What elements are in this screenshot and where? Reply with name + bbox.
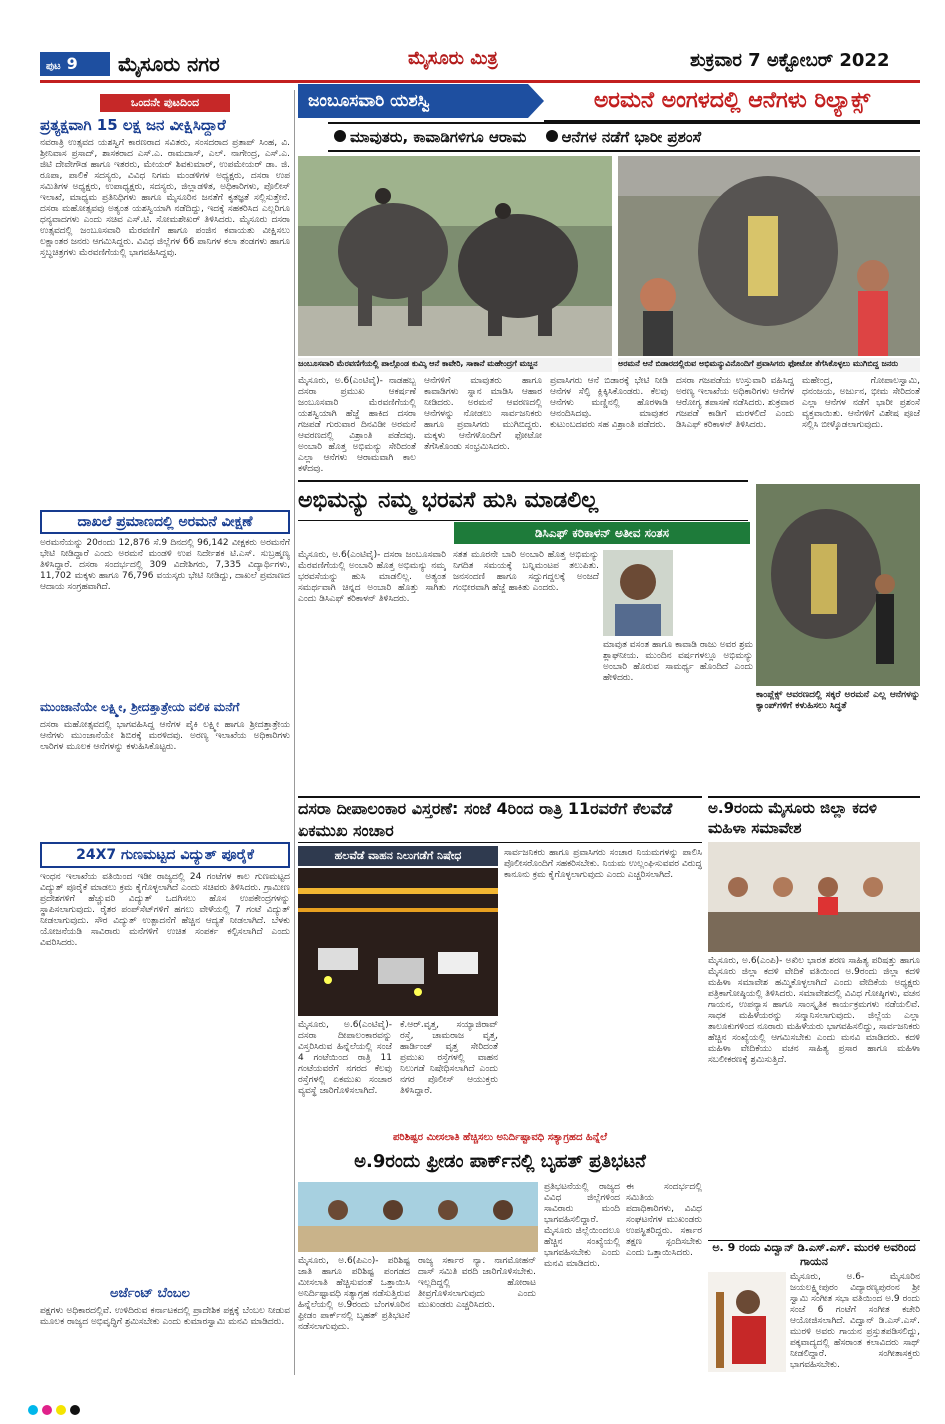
registration-mark-black: [70, 1405, 80, 1415]
top-story-col-4: ದಸರಾ ಗಜಪಡೆಯ ಉಸ್ತುವಾರಿ ವಹಿಸಿದ್ದ ಅರಣ್ಯ ಇಲಾಖೆಯ ಅಧಿಕಾರಿಗಳು ಆನೆಗಳ ಆರೋಗ್ಯ ತಪಾಸಣೆ ನಡೆಸಿದರು. ಶುಕ್ರವಾರ ಗಜಪಡೆ ಕಾಡಿಗೆ ಮರಳಲಿದೆ ಎಂದು ಡಿಸಿಎಫ್ ಕರಿಕಾಳನ್ ತಿಳಿಸಿದರು.: [676, 376, 794, 430]
elephant-bath-photo: [298, 156, 612, 356]
top-headline: ಅರಮನೆ ಅಂಗಳದಲ್ಲಿ ಆನೆಗಳು ರಿಲ್ಯಾಕ್ಸ್: [544, 82, 920, 122]
masthead: [0, 0, 945, 86]
top-story: [298, 82, 920, 477]
sub-headline-2: ಆನೆಗಳ ನಡೆಗೆ ಭಾರೀ ಪ್ರಶಂಸೆ: [561, 128, 702, 146]
abhimanyu-story: [298, 480, 920, 792]
article1-heading: ಪ್ರತ್ಯಕ್ಷವಾಗಿ 15 ಲಕ್ಷ ಜನ ವೀಕ್ಷಿಸಿದ್ದಾರೆ: [40, 116, 226, 134]
abhimanyu-headline: ಅಭಿಮನ್ಯು ನಮ್ಮ ಭರವಸೆ ಹುಸಿ ಮಾಡಲಿಲ್ಲ: [298, 480, 748, 521]
article4-heading: 24X7 ಗುಣಮಟ್ಟದ ವಿದ್ಯುತ್ ಪೂರೈಕೆ: [76, 847, 254, 863]
bullet-icon: [334, 130, 346, 142]
caption-right: ಅರಮನೆ ಆನೆ ಬಿಡಾರದಲ್ಲಿರುವ ಅಭಿಮನ್ಯುವಿನೊಂದಿಗೆ ಪ್ರವಾಸಿಗರು ಫೋಟೋ ತೆಗೆಸಿಕೊಳ್ಳಲು ಮುಗಿಬಿದ್ದ ಜನರು: [618, 358, 920, 372]
article5-heading: ಅರ್ಜೆಂಟ್ ಬೆಂಬಲ: [110, 1286, 190, 1301]
freedom-park-story: [298, 1130, 702, 1376]
traffic-night-illustration: [298, 868, 498, 1016]
article4-body: ಇಂಧನ ಇಲಾಖೆಯ ವತಿಯಿಂದ ಇಡೀ ರಾಜ್ಯದಲ್ಲಿ 24 ಗಂಟೆಗಳ ಕಾಲ ಗುಣಮಟ್ಟದ ವಿದ್ಯುತ್ ಪೂರೈಕೆ ಮಾಡಲು ಕ್ರಮ ಕೈಗೊಳ್ಳಲಾಗಿದೆ ಎಂದು ಸಚಿವರು ತಿಳಿಸಿದರು. ಗ್ರಾಮೀಣ ಪ್ರದೇಶಗಳಿಗೆ ಹೆಚ್ಚುವರಿ ವಿದ್ಯುತ್ ಒದಗಿಸಲು ಹೊಸ ಉಪಕೇಂದ್ರಗಳನ್ನು ಸ್ಥಾಪಿಸಲಾಗುವುದು. ರೈತರ ಪಂಪ್‌ಸೆಟ್‌ಗಳಿಗೆ ಹಗಲು ವೇಳೆಯಲ್ಲಿ 7 ಗಂಟೆ ವಿದ್ಯುತ್ ನೀಡಲಾಗುವುದು. ಸೌರ ವಿದ್ಯುತ್ ಉತ್ಪಾದನೆಗೆ ಹೆಚ್ಚಿನ ಆದ್ಯತೆ ನೀಡಲಾಗಿದೆ. ಬೆಳಕು ಯೋಜನೆಯಡಿ ಸಾವಿರಾರು ಮನೆಗಳಿಗೆ ಉಚಿತ ಸಂಪರ್ಕ ಕಲ್ಪಿಸಲಾಗಿದೆ ಎಂದು ವಿವರಿಸಿದರು.: [40, 872, 290, 948]
left-column: [40, 90, 290, 1375]
women-meet-photo: [708, 842, 920, 952]
freedom-col-2: ರಾಜ್ಯ ಸರ್ಕಾರ ನ್ಯಾ. ನಾಗಮೋಹನ್ ದಾಸ್ ಸಮಿತಿ ವರದಿ ಜಾರಿಗೊಳಿಸಬೇಕು. ಇಲ್ಲದಿದ್ದಲ್ಲಿ ಹೋರಾಟ ತೀವ್ರಗೊಳಿಸಲಾಗುವುದು ಎಂದು ಮುಖಂಡರು ಎಚ್ಚರಿಸಿದರು.: [418, 1256, 536, 1310]
dasara-col-3: ಸಾರ್ವಜನಿಕರು ಹಾಗೂ ಪ್ರವಾಸಿಗರು ಸಂಚಾರ ನಿಯಮಗಳನ್ನು ಪಾಲಿಸಿ ಪೊಲೀಸರೊಂದಿಗೆ ಸಹಕರಿಸಬೇಕು. ನಿಯಮ ಉಲ್ಲಂಘಿಸುವವರ ವಿರುದ್ಧ ಕಾನೂನು ಕ್ರಮ ಕೈಗೊಳ್ಳಲಾಗುವುದು ಎಂದು ಎಚ್ಚರಿಸಲಾಗಿದೆ.: [504, 848, 702, 880]
article3-body: ದಸರಾ ಮಹೋತ್ಸವದಲ್ಲಿ ಭಾಗವಹಿಸಿದ್ದ ಆನೆಗಳ ಪೈಕಿ ಲಕ್ಷ್ಮೀ ಹಾಗೂ ಶ್ರೀದತ್ತಾತ್ರೇಯ ಆನೆಗಳು ಮುಂಜಾನೆಯೇ ಶಿಬಿರಕ್ಕೆ ಮರಳಿದವು. ಅರಣ್ಯ ಇಲಾಖೆಯ ಅಧಿಕಾರಿಗಳು ಲಾರಿಗಳ ಮೂಲಕ ಆನೆಗಳನ್ನು ಕಳುಹಿಸಿಕೊಟ್ಟರು.: [40, 720, 290, 752]
top-story-col-1: ಮೈಸೂರು, ಅ.6(ಎಂಟಿವೈ)- ನಾಡಹಬ್ಬ ದಸರಾ ಪ್ರಮುಖ ಆಕರ್ಷಣೆ ಜಂಬೂಸವಾರಿ ಮೆರವಣಿಗೆಯಲ್ಲಿ ಯಶಸ್ವಿಯಾಗಿ ಹೆಜ್ಜೆ ಹಾಕಿದ ದಸರಾ ಗಜಪಡೆ ಗುರುವಾರ ದಿನವಿಡೀ ಅರಮನೆ ಆವರಣದಲ್ಲಿ ವಿಶ್ರಾಂತಿ ಪಡೆದವು. ಅಂಬಾರಿ ಹೊತ್ತ ಅಭಿಮನ್ಯು ಸೇರಿದಂತೆ ಎಲ್ಲಾ ಆನೆಗಳು ಆರಾಮವಾಗಿ ಕಾಲ ಕಳೆದವು.: [298, 376, 416, 474]
article2-body: ಅರಮನೆಯನ್ನು 20ರಂದು 12,876 ಸೆ.9 ದಿನದಲ್ಲಿ 96,142 ವೀಕ್ಷಕರು ಅರಮನೆಗೆ ಭೇಟಿ ನೀಡಿದ್ದಾರೆ ಎಂದು ಅರಮನೆ ಮಂಡಳಿ ಉಪ ನಿರ್ದೇಶಕ ಟಿ.ಎಸ್. ಸುಬ್ರಹ್ಮಣ್ಯ ತಿಳಿಸಿದ್ದಾರೆ. ದಸರಾ ಸಂದರ್ಭದಲ್ಲಿ 309 ವಿದೇಶಿಗರು, 7,335 ವಿದ್ಯಾರ್ಥಿಗಳು, 11,702 ಮಕ್ಕಳು ಹಾಗೂ 76,796 ವಯಸ್ಕರು ಭೇಟಿ ನೀಡಿದ್ದು, ದಾಖಲೆ ಪ್ರಮಾಣದ ಆದಾಯ ಸಂಗ್ರಹವಾಗಿದೆ.: [40, 538, 290, 592]
women-body: ಮೈಸೂರು, ಅ.6(ಎಂಪಿ)- ಅಖಿಲ ಭಾರತ ಶರಣ ಸಾಹಿತ್ಯ ಪರಿಷತ್ತು ಹಾಗೂ ಮೈಸೂರು ಜಿಲ್ಲಾ ಕದಳಿ ವೇದಿಕೆ ವತಿಯಿಂದ ಅ.9ರಂದು ಜಿಲ್ಲಾ ಕದಳಿ ಮಹಿಳಾ ಸಮಾವೇಶ ಹಮ್ಮಿಕೊಳ್ಳಲಾಗಿದೆ ಎಂದು ವೇದಿಕೆಯ ಅಧ್ಯಕ್ಷರು ಪತ್ರಿಕಾಗೋಷ್ಠಿಯಲ್ಲಿ ತಿಳಿಸಿದರು. ಸಮಾವೇಶದಲ್ಲಿ ವಿವಿಧ ಗೋಷ್ಠಿಗಳು, ವಚನ ಗಾಯನ, ಉಪನ್ಯಾಸ ಹಾಗೂ ಸಾಂಸ್ಕೃತಿಕ ಕಾರ್ಯಕ್ರಮಗಳು ನಡೆಯಲಿವೆ. ಸಾಧಕ ಮಹಿಳೆಯರನ್ನು ಸನ್ಮಾನಿಸಲಾಗುವುದು. ಜಿಲ್ಲೆಯ ಎಲ್ಲಾ ತಾಲೂಕುಗಳಿಂದ ನೂರಾರು ಮಹಿಳೆಯರು ಭಾಗವಹಿಸಲಿದ್ದು, ಸಾರ್ವಜನಿಕರು ಹೆಚ್ಚಿನ ಸಂಖ್ಯೆಯಲ್ಲಿ ಆಗಮಿಸಬೇಕು ಎಂದು ಮನವಿ ಮಾಡಿದರು. ಕದಳಿ ಮಹಿಳಾ ವೇದಿಕೆಯು ವಚನ ಸಾಹಿತ್ಯ ಪ್ರಸಾರ ಹಾಗೂ ಮಹಿಳಾ ಸಬಲೀಕರಣಕ್ಕೆ ಶ್ರಮಿಸುತ್ತಿದೆ.: [708, 956, 920, 1065]
elephant-bath-illustration: [298, 156, 612, 356]
kicker-text: ಜಂಬೂಸವಾರಿ ಯಶಸ್ವಿ: [308, 91, 430, 111]
tourists-elephant-illustration: [618, 156, 920, 356]
sub-headline-1: ಮಾವುತರು, ಕಾವಾಡಿಗಳಿಗೂ ಆರಾಮ: [350, 128, 527, 146]
abhimanyu-col-3: ಮಾವುತ ವಸಂತ ಹಾಗೂ ಕಾವಾಡಿ ರಾಜು ಅವರ ಶ್ರಮ ಶ್ಲಾಘನೀಯ. ಮುಂದಿನ ವರ್ಷಗಳಲ್ಲೂ ಅಭಿಮನ್ಯು ಅಂಬಾರಿ ಹೊರುವ ಸಾಮರ್ಥ್ಯ ಹೊಂದಿದೆ ಎಂದು ಹೇಳಿದರು.: [603, 640, 753, 683]
freedom-col-4: ಈ ಸಂದರ್ಭದಲ್ಲಿ ಸಮಿತಿಯ ಪದಾಧಿಕಾರಿಗಳು, ವಿವಿಧ ಸಂಘಟನೆಗಳ ಮುಖಂಡರು ಉಪಸ್ಥಿತರಿದ್ದರು. ಸರ್ಕಾರ ತಕ್ಷಣ ಸ್ಪಂದಿಸಬೇಕು ಎಂದು ಒತ್ತಾಯಿಸಿದರು.: [626, 1182, 702, 1258]
article5-body: ಪಕ್ಷಗಳು ಅಧಿಕಾರದಲ್ಲಿವೆ. ಉಳಿದಿರುವ ಕರ್ನಾಟಕದಲ್ಲಿ ಪ್ರಾದೇಶಿಕ ಪಕ್ಷಕ್ಕೆ ಬೆಂಬಲ ನೀಡುವ ಮೂಲಕ ರಾಜ್ಯದ ಅಭಿವೃದ್ಧಿಗೆ ಶ್ರಮಿಸಬೇಕು ಎಂದು ಕುಮಾರಸ್ವಾಮಿ ಮನವಿ ಮಾಡಿದರು.: [40, 1306, 290, 1327]
top-story-col-3: ಪ್ರವಾಸಿಗರು ಆನೆ ಬಿಡಾರಕ್ಕೆ ಭೇಟಿ ನೀಡಿ ಆನೆಗಳ ಸೆಲ್ಫಿ ಕ್ಲಿಕ್ಕಿಸಿಕೊಂಡರು. ಕೆಲವು ಆನೆಗಳು ಮಣ್ಣಿನಲ್ಲಿ ಹೊರಳಾಡಿ ಆನಂದಿಸಿದವು. ಮಾವುತರ ಕುಟುಂಬದವರು ಸಹ ವಿಶ್ರಾಂತಿ ಪಡೆದರು.: [550, 376, 668, 430]
registration-mark-yellow: [56, 1405, 66, 1415]
bullet-icon: [546, 130, 558, 142]
portrait-illustration: [603, 550, 673, 636]
musician-illustration: [708, 1272, 786, 1372]
sub-headline-bar: [328, 122, 920, 152]
article2-heading-box: [40, 510, 290, 534]
dasara-sub-bar: [298, 846, 498, 866]
women-conference-story: [708, 796, 920, 1236]
tourists-elephant-photo: [618, 156, 920, 356]
issue-date: ಶುಕ್ರವಾರ 7 ಅಕ್ಟೋಬರ್ 2022: [690, 50, 890, 71]
freedom-col-1: ಮೈಸೂರು, ಅ.6(ಪಿಎಂ)- ಪರಿಶಿಷ್ಟ ಜಾತಿ ಹಾಗೂ ಪರಿಶಿಷ್ಟ ಪಂಗಡದ ಮೀಸಲಾತಿ ಹೆಚ್ಚಿಸುವಂತೆ ಒತ್ತಾಯಿಸಿ ಅನಿರ್ದಿಷ್ಟಾವಧಿ ಸತ್ಯಾಗ್ರಹ ನಡೆಸುತ್ತಿರುವ ಹಿನ್ನೆಲೆಯಲ್ಲಿ ಅ.9ರಂದು ಬೆಂಗಳೂರಿನ ಫ್ರೀಡಂ ಪಾರ್ಕ್‌ನಲ್ಲಿ ಬೃಹತ್ ಪ್ರತಿಭಟನೆ ನಡೆಸಲಾಗುವುದು.: [298, 1256, 410, 1332]
abhimanyu-side-caption: ಕಾಂಪ್ಲೆಕ್ಸ್ ಆವರಣದಲ್ಲಿ ಸಕ್ಕರೆ ಅರಮನೆ ಎಲ್ಲ ಆನೆಗಳನ್ನು ಕ್ಯಾಂಪ್‌ಗಳಿಗೆ ಕಳುಹಿಸಲು ಸಿದ್ಧತೆ: [756, 690, 920, 711]
top-story-kicker: [298, 84, 528, 118]
article1-body: ನವರಾತ್ರಿ ಉತ್ಸವದ ಯಶಸ್ವಿಗೆ ಕಾರಣರಾದ ಸವಿತರು, ಸಂಸದರಾದ ಪ್ರತಾಪ್ ಸಿಂಹ, ವಿ. ಶ್ರೀನಿವಾಸ ಪ್ರಸಾದ್, ಶಾಸಕರಾದ ಎಸ್.ಎ. ರಾಮದಾಸ್, ಎಲ್. ನಾಗೇಂದ್ರ, ಎಸ್.ಎ. ಜಿಟಿ ದೇವೇಗೌಡ ಹಾಗೂ ಇತರರು, ಮೇಯರ್ ಶಿವಕುಮಾರ್, ಉಪಮೇಯರ್ ಡಾ. ಜಿ. ರೂಪಾ, ಪಾಲಿಕೆ ಸದಸ್ಯರು, ವಿವಿಧ ನಿಗಮ ಮಂಡಳಿಗಳ ಅಧ್ಯಕ್ಷರು, ದಸರಾ ಉಪ ಸಮಿತಿಗಳ ಅಧ್ಯಕ್ಷರು, ಉಪಾಧ್ಯಕ್ಷರು, ಸದಸ್ಯರು, ಜಿಲ್ಲಾಡಳಿತ, ಅಧಿಕಾರಿಗಳು, ಪೊಲೀಸ್ ಇಲಾಖೆ, ಮಾಧ್ಯಮ ಪ್ರತಿನಿಧಿಗಳು ಹಾಗೂ ಮೈಸೂರಿನ ಜನತೆಗೆ ಕೃತಜ್ಞತೆ ಸಲ್ಲಿಸುತ್ತೇನೆ. ದಸರಾ ಮಹೋತ್ಸವವು ಅತ್ಯಂತ ಯಶಸ್ವಿಯಾಗಿ ನಡೆದಿದ್ದು, ಇದಕ್ಕೆ ಸಹಕರಿಸಿದ ಎಲ್ಲರಿಗೂ ಧನ್ಯವಾದಗಳು ಎಂದು ಸಚಿವ ಎಸ್.ಟಿ. ಸೋಮಶೇಖರ್ ತಿಳಿಸಿದರು. ಮೈಸೂರು ದಸರಾ ಉತ್ಸವದಲ್ಲಿ ಜಂಬೂಸವಾರಿ ಮೆರವಣಿಗೆ ಹಾಗೂ ಪಂಜಿನ ಕವಾಯತು ವೀಕ್ಷಿಸಲು ಲಕ್ಷಾಂತರ ಜನರು ಆಗಮಿಸಿದ್ದರು. ವಿವಿಧ ಜಿಲ್ಲೆಗಳ 66 ಪಾನಿಗಳ ಕಲಾ ತಂಡಗಳು ಹಾಗೂ ಸ್ತಬ್ಧಚಿತ್ರಗಳು ಮೆರವಣಿಗೆಯಲ್ಲಿ ಭಾಗವಹಿಸಿದ್ದವು.: [40, 138, 290, 258]
kicker-arrow: [528, 84, 544, 118]
press-meet-photo: [298, 1182, 538, 1252]
page-number-badge: [40, 52, 110, 76]
women-headline: ಅ.9ರಂದು ಮೈಸೂರು ಜಿಲ್ಲಾ ಕದಳಿ ಮಹಿಳಾ ಸಮಾವೇಶ: [708, 796, 920, 838]
paper-name: ಮೈಸೂರು ಮಿತ್ರ: [408, 48, 498, 69]
page-label: ಪುಟ: [46, 61, 61, 72]
dasara-headline: ದಸರಾ ದೀಪಾಲಂಕಾರ ವಿಸ್ತರಣೆ: ಸಂಜೆ 4ರಿಂದ ರಾತ್ರಿ 11ರವರೆಗೆ ಕೆಲವೆಡೆ ಏಕಮುಖ ಸಂಚಾರ: [298, 796, 702, 843]
top-story-col-5: ಮಹೇಂದ್ರ, ಗೋಪಾಲಸ್ವಾಮಿ, ಧನಂಜಯ, ಅರ್ಜುನ, ಭೀಮ ಸೇರಿದಂತೆ ಎಲ್ಲಾ ಆನೆಗಳ ನಡೆಗೆ ಭಾರೀ ಪ್ರಶಂಸೆ ವ್ಯಕ್ತವಾಯಿತು. ಆನೆಗಳಿಗೆ ವಿಶೇಷ ಪೂಜೆ ಸಲ್ಲಿಸಿ ಬೀಳ್ಕೊಡಲಾಗುವುದು.: [802, 376, 920, 430]
page-number: 9: [66, 54, 78, 73]
caption-left: ಜಂಬೂಸವಾರಿ ಮೆರವಣಿಗೆಯಲ್ಲಿ ಪಾಲ್ಗೊಂಡ ಕುಮ್ಕಿ ಆನೆ ಕಾವೇರಿ, ಸಾಕಾನೆ ಮಹೇಂದ್ರಗೆ ಮಜ್ಜನ: [298, 358, 612, 372]
freedom-col-3: ಪ್ರತಿಭಟನೆಯಲ್ಲಿ ರಾಜ್ಯದ ವಿವಿಧ ಜಿಲ್ಲೆಗಳಿಂದ ಸಾವಿರಾರು ಮಂದಿ ಭಾಗವಹಿಸಲಿದ್ದಾರೆ. ಮೈಸೂರು ಜಿಲ್ಲೆಯಿಂದಲೂ ಹೆಚ್ಚಿನ ಸಂಖ್ಯೆಯಲ್ಲಿ ಭಾಗವಹಿಸಬೇಕು ಎಂದು ಮನವಿ ಮಾಡಿದರು.: [544, 1182, 620, 1269]
dasara-col-1: ಮೈಸೂರು, ಅ.6(ಎಂಟಿವೈ)- ದಸರಾ ದೀಪಾಲಂಕಾರವನ್ನು ವಿಸ್ತರಿಸಿರುವ ಹಿನ್ನೆಲೆಯಲ್ಲಿ ಸಂಜೆ 4 ಗಂಟೆಯಿಂದ ರಾತ್ರಿ 11 ಗಂಟೆಯವರೆಗೆ ನಗರದ ಕೆಲವು ರಸ್ತೆಗಳಲ್ಲಿ ಏಕಮುಖ ಸಂಚಾರ ವ್ಯವಸ್ಥೆ ಜಾರಿಗೊಳಿಸಲಾಗಿದೆ.: [298, 1020, 392, 1096]
music-story: [708, 1240, 920, 1376]
freedom-headline: ಅ.9ರಂದು ಫ್ರೀಡಂ ಪಾರ್ಕ್‌ನಲ್ಲಿ ಬೃಹತ್ ಪ್ರತಿಭಟನೆ: [354, 1151, 646, 1172]
abhimanyu-elephant-illustration: [756, 484, 920, 686]
column-divider: [294, 90, 295, 1375]
abhimanyu-sub: ಡಿಸಿಎಫ್ ಕರಿಕಾಳನ್ ಅತೀವ ಸಂತಸ: [534, 526, 670, 540]
traffic-night-photo: [298, 868, 498, 1016]
women-meet-illustration: [708, 842, 920, 952]
abhimanyu-col-2: ಸತತ ಮೂರನೇ ಬಾರಿ ಅಂಬಾರಿ ಹೊತ್ತ ಅಭಿಮನ್ಯು ನಿಗದಿತ ಸಮಯಕ್ಕೆ ಬನ್ನಿಮಂಟಪ ತಲುಪಿತು. ಜನಸಂದಣಿ ಹಾಗೂ ಸದ್ದುಗದ್ದಲಕ್ಕೆ ಅಂಜದೆ ಗಂಭೀರವಾಗಿ ಹೆಜ್ಜೆ ಹಾಕಿತು ಎಂದರು.: [453, 550, 599, 593]
top-story-col-2: ಆನೆಗಳಿಗೆ ಮಾವುತರು ಹಾಗೂ ಕಾವಾಡಿಗಳು ಸ್ನಾನ ಮಾಡಿಸಿ ಆಹಾರ ನೀಡಿದರು. ಅರಮನೆ ಆವರಣದಲ್ಲಿ ಆನೆಗಳನ್ನು ನೋಡಲು ಸಾರ್ವಜನಿಕರು ಹಾಗೂ ಪ್ರವಾಸಿಗರು ಮುಗಿಬಿದ್ದರು. ಮಕ್ಕಳು ಆನೆಗಳೊಂದಿಗೆ ಫೋಟೋ ತೆಗೆಸಿಕೊಂಡು ಸಂಭ್ರಮಿಸಿದರು.: [424, 376, 542, 452]
music-headline: ಅ. 9 ರಂದು ವಿದ್ವಾನ್ ಡಿ.ಎಸ್.ಎಸ್. ಮುರಳಿ ಅವರಿಂದ ಗಾಯನ: [708, 1240, 920, 1269]
music-body: ಮೈಸೂರು, ಅ.6- ಮೈಸೂರಿನ ಜಯಲಕ್ಷ್ಮೀಪುರಂ ವಿದ್ಯಾರಣ್ಯಪುರಂನ ಶ್ರೀ ಸ್ವಾಮಿ ಸಂಗೀತ ಸಭಾ ವತಿಯಿಂದ ಅ.9 ರಂದು ಸಂಜೆ 6 ಗಂಟೆಗೆ ಸಂಗೀತ ಕಚೇರಿ ಆಯೋಜಿಸಲಾಗಿದೆ. ವಿದ್ವಾನ್ ಡಿ.ಎಸ್.ಎಸ್. ಮುರಳಿ ಅವರು ಗಾಯನ ಪ್ರಸ್ತುತಪಡಿಸಲಿದ್ದು, ಪಕ್ಕವಾದ್ಯದಲ್ಲಿ ಹೆಸರಾಂತ ಕಲಾವಿದರು ಸಾಥ್ ನೀಡಲಿದ್ದಾರೆ. ಸಂಗೀತಾಸಕ್ತರು ಭಾಗವಹಿಸಬೇಕು.: [790, 1272, 920, 1370]
musician-photo: [708, 1272, 786, 1372]
article4-heading-box: [40, 842, 290, 868]
continued-banner: ಒಂದನೇ ಪುಟದಿಂದ: [100, 94, 230, 112]
dcf-portrait: [603, 550, 673, 636]
dasara-col-2: ಕೆ.ಆರ್.ವೃತ್ತ, ಸಯ್ಯಾಜಿರಾವ್ ರಸ್ತೆ, ಚಾಮರಾಜ ವೃತ್ತ, ಹಾರ್ಡಿಂಜ್ ವೃತ್ತ ಸೇರಿದಂತೆ ಪ್ರಮುಖ ರಸ್ತೆಗಳಲ್ಲಿ ವಾಹನ ನಿಲುಗಡೆ ನಿಷೇಧಿಸಲಾಗಿದೆ ಎಂದು ನಗರ ಪೊಲೀಸ್ ಆಯುಕ್ತರು ತಿಳಿಸಿದ್ದಾರೆ.: [400, 1020, 498, 1096]
article3-heading: ಮುಂಜಾನೆಯೇ ಲಕ್ಷ್ಮೀ, ಶ್ರೀದತ್ತಾತ್ರೇಯ ವಲಿಕ ಮನೆಗೆ: [40, 700, 240, 714]
section-name: ಮೈಸೂರು ನಗರ: [118, 52, 220, 76]
abhimanyu-col-1: ಮೈಸೂರು, ಅ.6(ಎಂಟಿವೈ)- ದಸರಾ ಜಂಬೂಸವಾರಿ ಮೆರವಣಿಗೆಯಲ್ಲಿ ಅಂಬಾರಿ ಹೊತ್ತ ಅಭಿಮನ್ಯು ನಮ್ಮ ಭರವಸೆಯನ್ನು ಹುಸಿ ಮಾಡಲಿಲ್ಲ. ಅತ್ಯಂತ ಸಮರ್ಥವಾಗಿ ಚಿನ್ನದ ಅಂಬಾರಿ ಹೊತ್ತು ಸಾಗಿತು ಎಂದು ಡಿಸಿಎಫ್ ಕರಿಕಾಳನ್ ತಿಳಿಸಿದರು.: [298, 550, 446, 604]
registration-mark-cyan: [28, 1405, 38, 1415]
freedom-kicker: ಪರಿಶಿಷ್ಟರ ಮೀಸಲಾತಿ ಹೆಚ್ಚಿಸಲು ಅನಿರ್ದಿಷ್ಟಾವಧಿ ಸತ್ಯಾಗ್ರಹದ ಹಿನ್ನೆಲೆ: [393, 1132, 607, 1143]
dasara-lights-story: [298, 796, 702, 1126]
dasara-sub: ಹಲವೆಡೆ ವಾಹನ ನಿಲುಗಡೆಗೆ ನಿಷೇಧ: [334, 849, 462, 862]
abhimanyu-photo: [756, 484, 920, 686]
registration-mark-magenta: [42, 1405, 52, 1415]
press-meet-illustration: [298, 1182, 538, 1252]
abhimanyu-sub-bar: [454, 522, 750, 544]
article2-heading: ದಾಖಲೆ ಪ್ರಮಾಣದಲ್ಲಿ ಅರಮನೆ ವೀಕ್ಷಣೆ: [77, 514, 253, 530]
